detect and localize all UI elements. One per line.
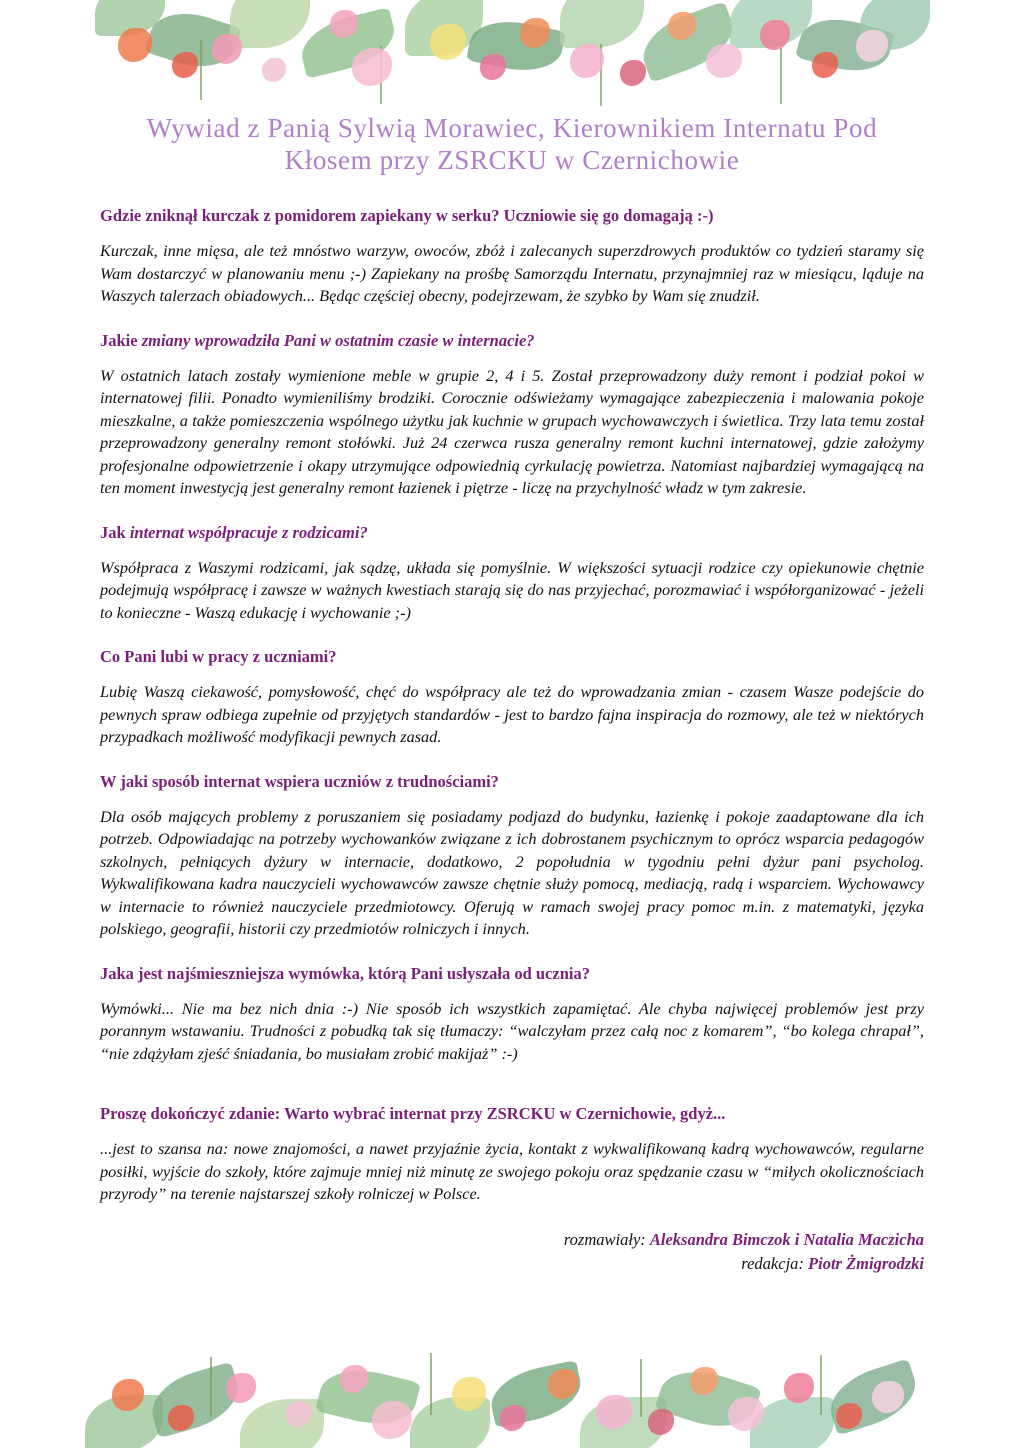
answer-paragraph: Kurczak, inne mięsa, ale też mnóstwo warzyw, owoców, zbóż i zalecanych superzdrowych produktów co tydzień staramy się Wam dostarczyć w planowaniu menu ;-) Zapiekany na prośbę Samorządu Internatu, przynajmniej raz w miesiącu, ląduje na Waszych talerzach obiadowych... Będąc częściej obecny, podejrzewam, że szybko by Wam się znudził. <box>100 241 924 305</box>
section-spacer <box>100 1087 924 1103</box>
question-text-italic: zmiany wprowadziła Pani w ostatnim czasie w internacie? <box>141 330 535 350</box>
page-title: Wywiad z Panią Sylwią Morawiec, Kierownikiem Internatu Pod Kłosem przy ZSRCKU w Czernichowie <box>146 113 878 175</box>
answer-paragraph: ...jest to szansa na: nowe znajomości, a nawet przyjaźnie życia, kontakt z wykwalifikowaną kadrą wychowawców, regularne posiłki, wyjście do szkoły, które zajmuje mniej niż minutę ze swojego pokoju oraz spędzanie czasu w “miłych okolicznościach przyrody” na terenie najstarszej szkoły rolniczej w Polsce. <box>100 1139 924 1203</box>
question-text: Jaka jest najśmieszniejsza wymówka, którą Pani usłyszała od ucznia? <box>100 963 590 983</box>
credits-block <box>100 1228 924 1276</box>
answer-paragraph: Lubię Waszą ciekawość, pomysłowość, chęć do współpracy ale też do wprowadzania zmian - czasem Wasze podejście do pewnych spraw odbiega zupełnie od przyjętych standardów - jest to bardzo fajna inspiracja do rozmowy, ale też w niektórych przypadkach możliwość modyfikacji pewnych zasad. <box>100 682 924 746</box>
question-heading <box>100 963 924 984</box>
question-text: Jakie <box>100 330 142 350</box>
credits-editor <box>100 1252 924 1276</box>
question-text: Proszę dokończyć zdanie: Warto wybrać internat przy ZSRCKU w Czernichowie, gdyż... <box>100 1104 726 1123</box>
question-text: Co Pani lubi w pracy z uczniami? <box>100 647 337 666</box>
answer-paragraph: Dla osób mających problemy z poruszaniem się posiadamy podjazd do budynku, łazienkę i pokoje zaadaptowane dla ich potrzeb. Odpowiadając na potrzeby wychowanków związane z ich dobrostanem psychicznym to oprócz wsparcia pedagogów szkolnych, pełniących dyżury w internacie, dodatkowo, 2 popołudnia w tygodniu pełni dyżur pani psycholog. Wykwalifikowana kadra nauczycieli wychowawców zawsze chętnie służy pomocą, mediacją, radą i wsparciem. Wychowawcy w internacie to również nauczyciele przedmiotowcy. Oferują w ramach swojej pracy pomoc m.in. z matematyki, języka polskiego, geografii, historii czy przedmiotów rolniczych i innych. <box>100 806 924 938</box>
answer-paragraph: Wymówki... Nie ma bez nich dnia :-) Nie sposób ich wszystkich zapamiętać. Ale chyba najwięcej problemów jest przy porannym wstawaniu. Trudności z pobudką tak się tłumaczy: “walczyłam przez całą noc z komarem”, “bo kolega chrapał”, “nie zdążyłam zjeść śniadania, bo musiałam zrobić makijaż” :-) <box>100 998 924 1063</box>
question-heading <box>100 330 924 351</box>
credits-interviewers-label: rozmawiały: <box>563 1229 650 1249</box>
answer-paragraph: Współpraca z Waszymi rodzicami, jak sądzę, układa się pomyślnie. W większości sytuacji rodzice czy opiekunowie chętnie podejmują współpracę i zawsze w ważnych kwestiach starają się do nas przyjechać, porozmawiać i współorganizować - jeżeli to konieczne - Waszą edukację i wychowanie ;-) <box>100 557 924 622</box>
question-text: Gdzie zniknął kurczak z pomidorem zapiekany w serku? Uczniowie się go domagają :-) <box>100 206 714 225</box>
credits-interviewers-names: Aleksandra Bimczok i Natalia Maczicha <box>649 1229 924 1249</box>
article-body <box>100 205 924 1276</box>
credits-editor-label: redakcja: <box>741 1253 809 1273</box>
credits-editor-name: Piotr Żmigrodzki <box>808 1253 924 1273</box>
question-heading <box>100 205 924 226</box>
answer-paragraph: W ostatnich latach zostały wymienione meble w grupie 2, 4 i 5. Został przeprowadzony duży remont i podział pokoi w internatowej filii. Ponadto wymieniliśmy brodziki. Corocznie odświeżamy wymagające zabezpieczenia i malowania pokoje mieszkalne, a także pomieszczenia wspólnego użytku jak kuchnie w grupach wychowawczych i świetlica. Trzy lata temu został przeprowadzony generalny remont stołówki. Już 24 czerwca rusza generalny remont kuchni internatowej, gdzie założymy profesjonalne odpowietrzenie i okapy utrzymujące odpowiednią cyrkulację powietrza. Natomiast najbardziej wymagającą na ten moment inwestycją jest generalny remont łazienek i piętrze - liczę na przychylność władz w tym zakresie. <box>100 365 924 497</box>
question-text: W jaki sposób internat wspiera uczniów z trudnościami? <box>100 771 499 791</box>
question-heading <box>100 1103 924 1124</box>
question-text: Jak <box>100 522 130 542</box>
question-text-italic: internat współpracuje z rodzicami? <box>129 522 368 542</box>
credits-interviewers <box>100 1228 924 1252</box>
question-heading <box>100 522 924 543</box>
question-heading <box>100 646 924 667</box>
question-heading <box>100 771 924 792</box>
